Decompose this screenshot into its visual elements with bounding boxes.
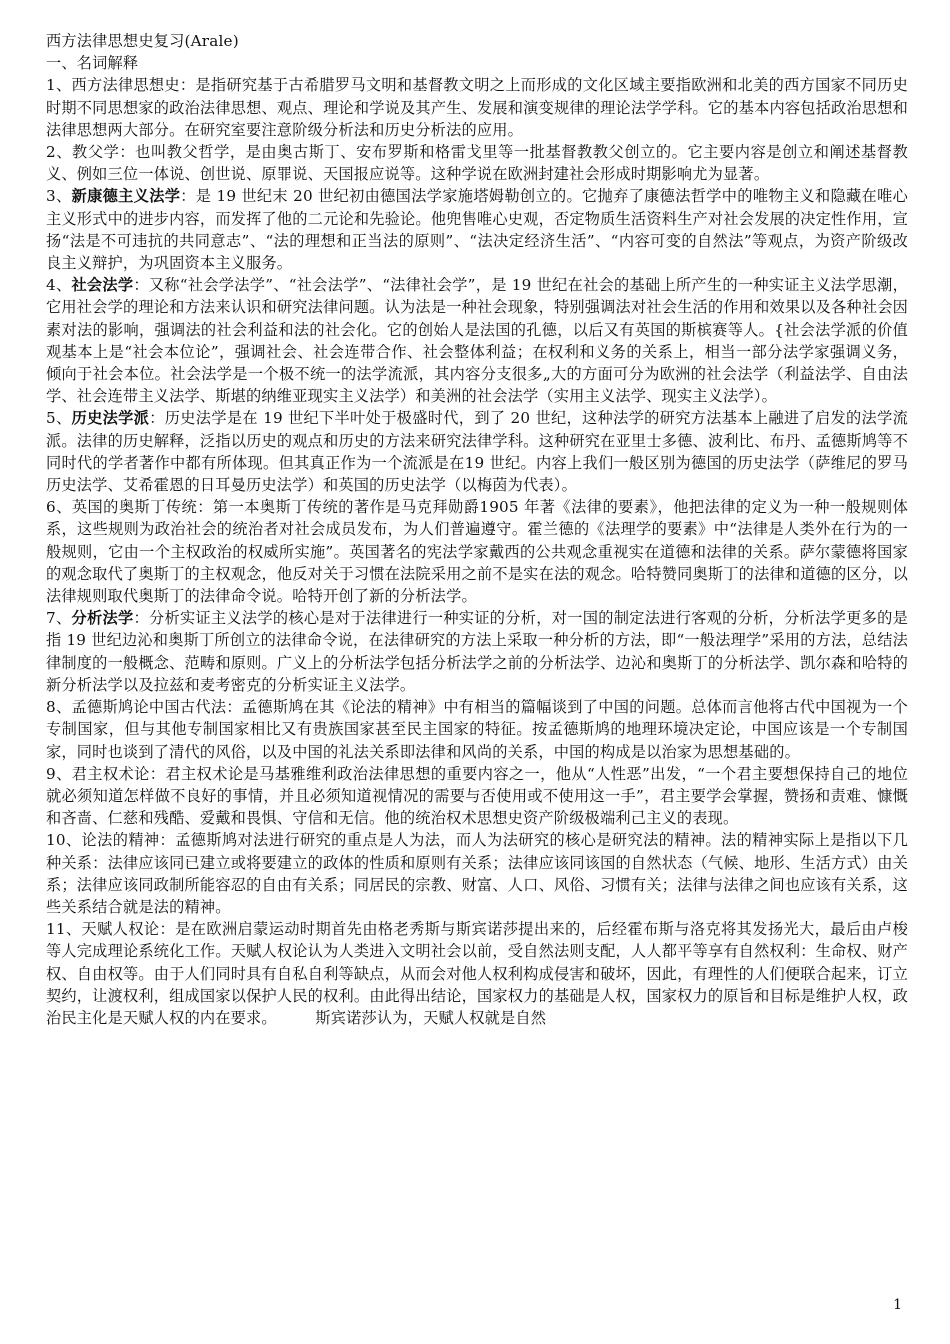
entry-term: 英国的奥斯丁传统 bbox=[71, 498, 198, 517]
entry-number: 1、 bbox=[46, 76, 72, 95]
entry-separator: ： bbox=[133, 276, 149, 295]
entry-number: 2、 bbox=[46, 143, 73, 162]
entry-separator: ： bbox=[226, 698, 242, 717]
document-body bbox=[46, 30, 908, 1029]
entry-separator: ： bbox=[197, 498, 213, 517]
entry-definition: 孟德斯鸠对法进行研究的重点是人为法，而人为法研究的核心是研究法的精神。法的精神实际上是指以下几种关系：法律应该同已建立或将要建立的政体的性质和原则有关系；法律应该同该国的自然状态（气候、地形、生活方式）由关系；法律应该同政制所能容忍的自由有关系；同居民的宗教、财富、人口、风俗、习惯有关；法律与法律之间也应该有关系，这些关系结合就是法的精神。 bbox=[46, 831, 909, 916]
entry-definition: 也叫教父哲学，是由奥古斯丁、安布罗斯和格雷戈里等一批基督教教父创立的。它主要内容是创立和阐述基督教义、例如三位一体说、创世说、原罪说、天国报应说等。这种学说在欧洲封建社会形成时期影响尤为显著。 bbox=[46, 143, 908, 184]
entry-separator: ： bbox=[149, 409, 165, 428]
entry-term: 新康德主义法学 bbox=[71, 187, 181, 206]
entry-separator: ： bbox=[133, 609, 149, 628]
document-title: 西方法律思想史复习(Arale) bbox=[46, 32, 239, 50]
entry-term: 西方法律思想史 bbox=[71, 76, 180, 95]
entry-number: 5、 bbox=[46, 409, 72, 428]
entry-definition: 是 19 世纪末 20 世纪初由德国法学家施塔姆勒创立的。它抛弃了康德法哲学中的唯物主义和隐藏在唯心主义形式中的进步内容，而发挥了他的二元论和先验论。他兜售唯心史观，否定物质生活资料生产对社会发展的决定性作用，宣扬“法是不可违抗的共同意志”、“法的理想和正当法的原则”、“法决定经济生活”、“内容可变的自然法”等观点，为资产阶级改良主义辩护，为巩固资本主义服务。 bbox=[46, 187, 908, 273]
entry-number: 10、 bbox=[46, 831, 82, 850]
glossary-entry bbox=[46, 829, 908, 918]
entry-term: 社会法学 bbox=[71, 276, 134, 295]
entry-separator: ： bbox=[180, 187, 196, 206]
glossary-entry bbox=[46, 185, 908, 274]
glossary-entry bbox=[46, 763, 908, 830]
entry-separator: ： bbox=[149, 764, 166, 783]
entry-definition: 孟德斯鸠在其《论法的精神》中有相当的篇幅谈到了中国的问题。总体而言他将古代中国视为一个专制国家，但与其他专制国家相比又有贵族国家甚至民主国家的特征。按孟德斯鸠的地理环境决定论，中国应该是一个专制国家，同时也谈到了清代的风俗，以及中国的礼法关系即法律和风尚的关系，中国的构成是以治家为思想基础的。 bbox=[46, 698, 908, 761]
glossary-entries bbox=[46, 74, 908, 1029]
entry-separator: ： bbox=[119, 143, 136, 162]
entry-definition: 君主权术论是马基雅维利政治法律思想的重要内容之一，他从“人性恶”出发，“一个君主要想保持自己的地位就必须知道怎样做不良好的事情，并且必须知道视情况的需要与否使用或不使用这一手”，君主要学会掌握，赞扬和责难、慷慨和吝啬、仁慈和残酷、爱戴和畏惧、守信和无信。他的统治权术思想史资产阶级极端利己主义的表现。 bbox=[46, 764, 909, 828]
entry-term: 孟德斯鸠论中国古代法 bbox=[71, 698, 227, 717]
entry-term: 历史法学派 bbox=[71, 409, 150, 428]
entry-number: 9、 bbox=[46, 764, 72, 783]
entry-term: 天赋人权论 bbox=[81, 920, 160, 939]
glossary-entry bbox=[46, 496, 908, 607]
glossary-entry bbox=[46, 607, 908, 696]
glossary-entry bbox=[46, 407, 908, 496]
entry-definition: 第一本奥斯丁传统的著作是马克拜勋爵1905 年著《法律的要素》，他把法律的定义为一种一般规则体系，这些规则为政治社会的统治者对社会成员发布，为人们普遍遵守。霍兰德的《法理学的要素》中“法律是人类外在行为的一般规则，它由一个主权政治的权威所实施”。英国著名的宪法学家戴西的公共观念重视实在道德和法律的关系。萨尔蒙德将国家的观念取代了奥斯丁的主权观念，他反对关于习惯在法院采用之前不是实在法的观念。哈特赞同奥斯丁的法律和道德的区分，以法律规则取代奥斯丁的法律命令说。哈特开创了新的分析法学。 bbox=[46, 498, 909, 606]
entry-term: 君主权术论 bbox=[71, 764, 150, 783]
entry-separator: ： bbox=[159, 831, 176, 850]
glossary-entry bbox=[46, 696, 908, 763]
entry-term: 论法的精神 bbox=[81, 831, 160, 850]
glossary-entry bbox=[46, 274, 908, 407]
entry-number: 7、 bbox=[46, 609, 72, 628]
entry-number: 8、 bbox=[46, 698, 72, 717]
entry-number: 3、 bbox=[46, 187, 72, 206]
glossary-entry bbox=[46, 74, 908, 141]
page-number: 1 bbox=[893, 1297, 902, 1313]
entry-term: 分析法学 bbox=[71, 609, 134, 628]
entry-definition: 是在欧洲启蒙运动时期首先由格老秀斯与斯宾诺莎提出来的，后经霍布斯与洛克将其发扬光大，最后由卢梭等人完成理论系统化工作。天赋人权论认为人类进入文明社会以前，受自然法则支配，人人都平等享有自然权利：生命权、财产权、自由权等。由于人们同时具有自私自利等缺点，从而会对他人权利构成侵害和破坏，因此，有理性的人们便联合起来，订立契约，让渡权利，组成国家以保护人民的权利。由此得出结论，国家权力的基础是人权，国家权力的原旨和目标是维护人权，政治民主化是天赋人权的内在要求。 斯宾诺莎认为，天赋人权就是自然 bbox=[46, 920, 909, 1027]
entry-definition: 是指研究基于古希腊罗马文明和基督教文明之上而形成的文化区域主要指欧洲和北美的西方国家不同历史时期不同思想家的政治法律思想、观点、理论和学说及其产生、发展和演变规律的理论法学学科。它的基本内容包括政治思想和法律思想两大部分。在研究室要注意阶级分析法和历史分析法的应用。 bbox=[46, 76, 908, 139]
entry-number: 4、 bbox=[46, 276, 72, 295]
section-heading: 一、名词解释 bbox=[46, 54, 139, 73]
entry-definition: 分析实证主义法学的核心是对于法律进行一种实证的分析，对一国的制定法进行客观的分析，分析法学更多的是指 19 世纪边沁和奥斯丁所创立的法律命令说，在法律研究的方法上采取一种分析的方法，即“一般法理学”采用的方法，总结法律制度的一般概念、范畴和原则。广义上的分析法学包括分析法学之前的分析法学、边沁和奥斯丁的分析法学、凯尔森和哈特的新分析法学以及拉兹和麦考密克的分析实证主义法学。 bbox=[46, 609, 908, 694]
glossary-entry bbox=[46, 141, 908, 185]
entry-definition: 又称“社会学法学”、“社会法学”、“法律社会学”，是 19 世纪在社会的基础上所产生的一种实证主义法学思潮，它用社会学的理论和方法来认识和研究法律问题。认为法是一种社会现象，特别强调法对社会生活的作用和效果以及各种社会因素对法的影响，强调法的社会利益和法的社会化。它的创始人是法国的孔德，以后又有英国的斯槟赛等人。{社会法学派的价值观基本上是“社会本位论”，强调社会、社会连带合作、社会整体利益；在权利和义务的关系上，相当一部分法学家强调义务，倾向于社会本位。社会法学是一个极不统一的法学流派，其内容分支很多„大的方面可分为欧洲的社会法学（利益法学、自由法学、社会连带主义法学、斯堪的纳维亚现实主义法学）和美洲的社会法学（实用主义法学、现实主义法学）。 bbox=[46, 276, 908, 406]
entry-separator: ： bbox=[179, 76, 196, 95]
entry-definition: 历史法学是在 19 世纪下半叶处于极盛时代，到了 20 世纪，这种法学的研究方法基本上融进了启发的法学流派。法律的历史解释，泛指以历史的观点和历史的方法来研究法律学科。这种研究在亚里士多德、波利比、布丹、孟德斯鸠等不同时代的学者著作中都有所体现。但其真正作为一个流派是在19 世纪。内容上我们一般区别为德国的历史法学（萨维尼的罗马历史法学、艾希霍恩的日耳曼历史法学）和英国的历史法学（以梅茵为代表）。 bbox=[46, 409, 908, 495]
entry-term: 教父学 bbox=[72, 143, 120, 162]
entry-number: 6、 bbox=[46, 498, 72, 517]
entry-number: 11、 bbox=[46, 920, 82, 939]
entry-separator: ： bbox=[159, 920, 176, 939]
glossary-entry bbox=[46, 918, 908, 1029]
